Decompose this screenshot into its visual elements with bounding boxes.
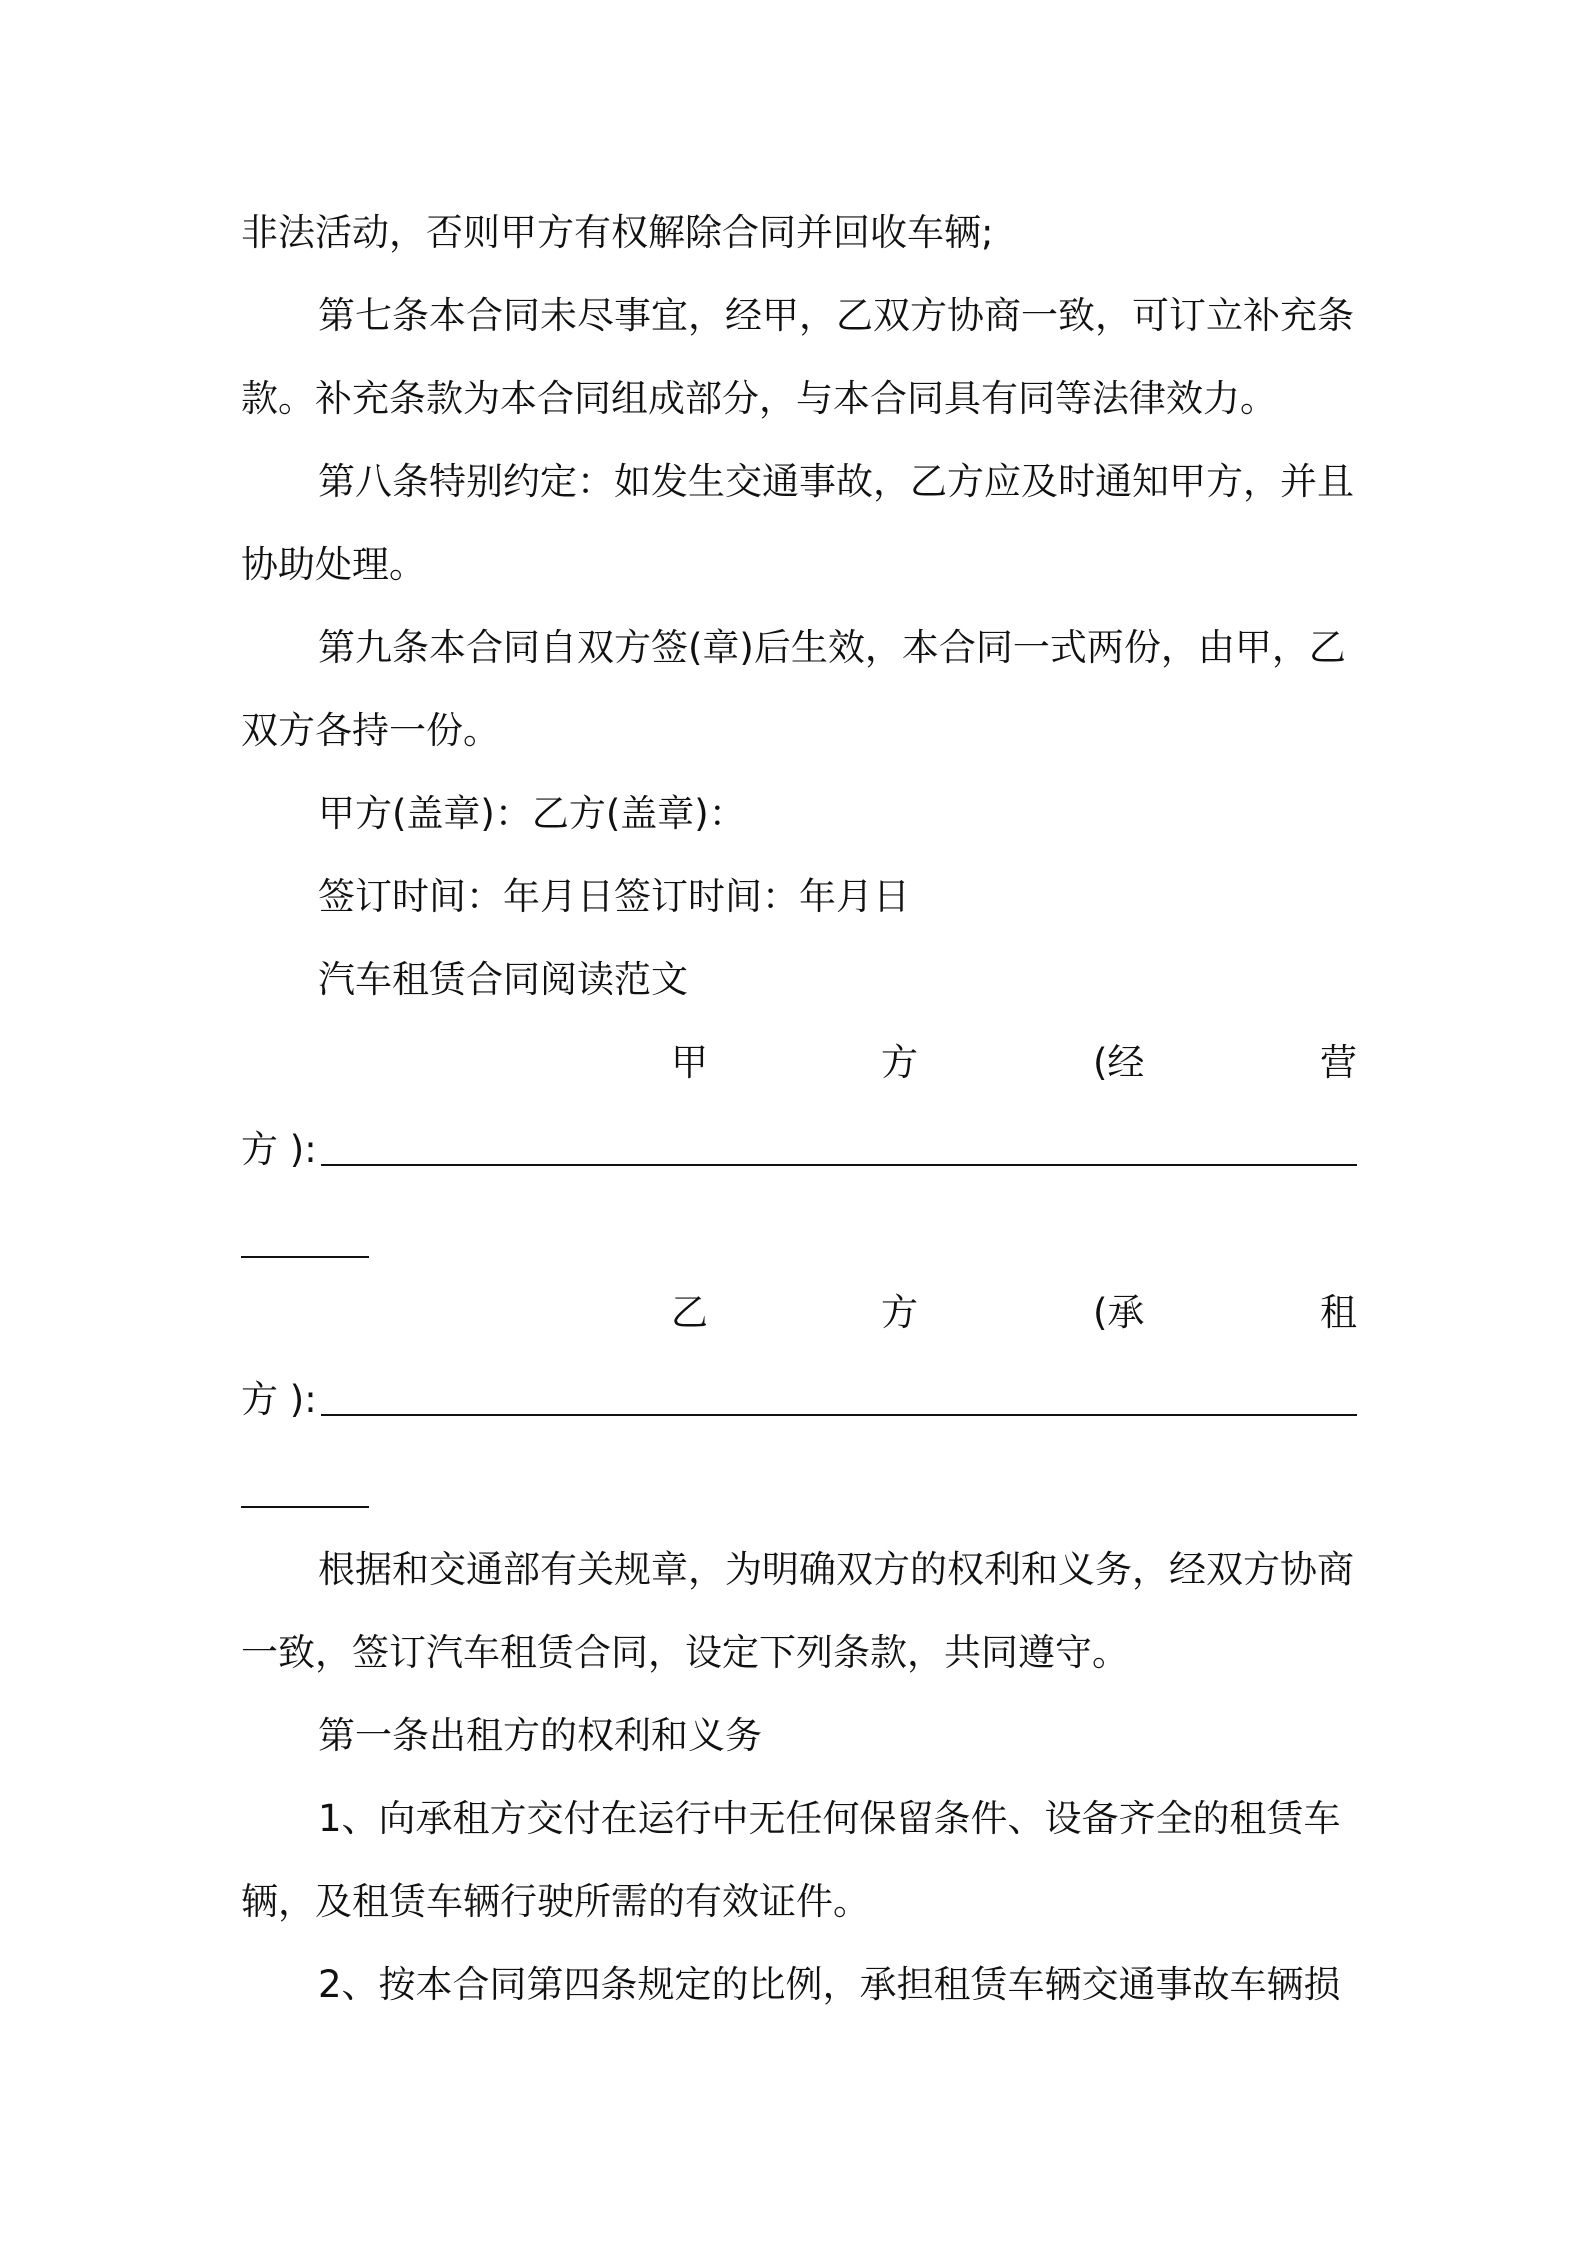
party-b-char: 方 [881, 1291, 918, 1334]
paragraph-line: 第九条本合同自双方签(章)后生效，本合同一式两份，由甲，乙 [318, 626, 1346, 669]
section-title: 汽车租赁合同阅读范文 [318, 958, 688, 1001]
paragraph-line: 辆，及租赁车辆行驶所需的有效证件。 [241, 1880, 870, 1923]
party-b-fill-line [241, 1374, 1357, 1426]
party-a-char: (经 [1093, 1041, 1145, 1084]
party-a-char: 甲 [671, 1041, 708, 1084]
party-a-heading [241, 1037, 1357, 1089]
signing-date-line: 签订时间：年月日签订时间：年月日 [318, 875, 910, 918]
paragraph-line: 一致，签订汽车租赁合同，设定下列条款，共同遵守。 [241, 1631, 1129, 1674]
paragraph-line: 第八条特别约定：如发生交通事故，乙方应及时通知甲方，并且 [318, 460, 1354, 503]
party-a-label: 方 ): [241, 1128, 317, 1171]
party-b-heading [241, 1287, 1357, 1339]
party-b-char: 乙 [671, 1291, 708, 1334]
party-a-fill-line [241, 1124, 1357, 1176]
party-a-blank [321, 1164, 1357, 1166]
party-a-blank-continuation [241, 1256, 369, 1258]
party-b-label: 方 ): [241, 1378, 317, 1421]
paragraph-line: 2、按本合同第四条规定的比例，承担租赁车辆交通事故车辆损 [318, 1963, 1341, 2006]
paragraph-line: 1、向承租方交付在运行中无任何保留条件、设备齐全的租赁车 [318, 1797, 1341, 1840]
party-b-char: 租 [1320, 1291, 1357, 1334]
party-a-char: 方 [881, 1041, 918, 1084]
party-b-blank-continuation [241, 1506, 369, 1508]
paragraph-line: 款。补充条款为本合同组成部分，与本合同具有同等法律效力。 [241, 377, 1277, 420]
party-b-char: (承 [1093, 1291, 1145, 1334]
paragraph-line: 根据和交通部有关规章，为明确双方的权利和义务，经双方协商 [318, 1548, 1354, 1591]
party-a-char: 营 [1320, 1041, 1357, 1084]
signature-line: 甲方(盖章)：乙方(盖章)： [318, 792, 746, 835]
article-heading: 第一条出租方的权利和义务 [318, 1714, 762, 1757]
paragraph-line: 第七条本合同未尽事宜，经甲，乙双方协商一致，可订立补充条 [318, 294, 1354, 337]
party-b-blank [321, 1414, 1357, 1416]
paragraph-line: 双方各持一份。 [241, 709, 500, 752]
paragraph-line: 协助处理。 [241, 543, 426, 586]
paragraph-line: 非法活动，否则甲方有权解除合同并回收车辆; [241, 211, 994, 254]
